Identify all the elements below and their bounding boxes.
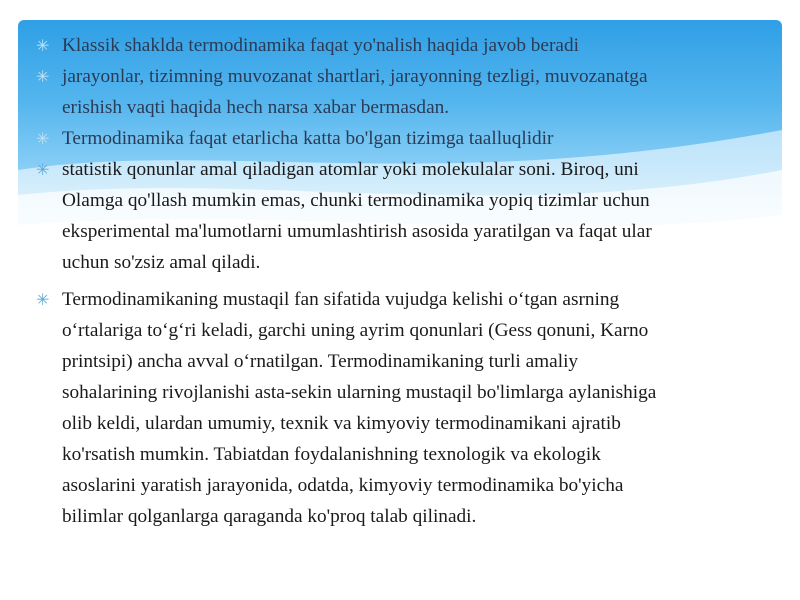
bullet-text-line: bilimlar qolganlarga qaraganda ko'proq talab qilinadi. — [62, 506, 477, 527]
bullet-text-line: Klassik shaklda termodinamika faqat yo'nalish haqida javob beradi — [62, 35, 579, 56]
bullet-item-1 — [36, 30, 756, 61]
bullet-item-3 — [36, 123, 756, 154]
bullet-text-line: ko'rsatish mumkin. Tabiatdan foydalanishning texnologik va ekologik — [62, 444, 601, 465]
bullet-text-line: jarayonlar, tizimning muvozanat shartlari, jarayonning tezligi, muvozanatga — [62, 66, 648, 87]
bullet-star-icon: ✳ — [36, 36, 50, 55]
bullet-text-line: erishish vaqti haqida hech narsa xabar bermasdan. — [62, 97, 450, 118]
bullet-text-line: uchun so'zsiz amal qiladi. — [62, 252, 261, 273]
slide-body — [36, 30, 756, 532]
bullet-text-line: statistik qonunlar amal qiladigan atomlar yoki molekulalar soni. Biroq, uni — [62, 159, 639, 180]
bullet-star-icon: ✳ — [36, 129, 50, 148]
bullet-item-5 — [36, 284, 756, 532]
bullet-text-line: olib keldi, ulardan umumiy, texnik va kimyoviy termodinamikani ajratib — [62, 413, 621, 434]
bullet-text-line: Olamga qo'llash mumkin emas, chunki termodinamika yopiq tizimlar uchun — [62, 190, 650, 211]
bullet-star-icon: ✳ — [36, 290, 50, 309]
bullet-text-line: asoslarini yaratish jarayonida, odatda, kimyoviy termodinamika bo'yicha — [62, 475, 624, 496]
bullet-text-line: eksperimental ma'lumotlarni umumlashtirish asosida yaratilgan va faqat ular — [62, 221, 652, 242]
bullet-text-line: Termodinamikaning mustaqil fan sifatida vujudga kelishi o‘tgan asrning — [62, 289, 620, 310]
bullet-text-line: printsipi) ancha avval o‘rnatilgan. Termodinamikaning turli amaliy — [62, 351, 579, 372]
bullet-item-2 — [36, 61, 756, 123]
bullet-text-line: sohalarining rivojlanishi asta-sekin ularning mustaqil bo'limlarga aylanishiga — [62, 382, 657, 403]
bullet-star-icon: ✳ — [36, 67, 50, 86]
bullet-text-line: Termodinamika faqat etarlicha katta bo'lgan tizimga taalluqlidir — [62, 128, 554, 149]
bullet-star-icon: ✳ — [36, 160, 50, 179]
bullet-item-4 — [36, 154, 756, 278]
bullet-text-line: o‘rtalariga to‘g‘ri keladi, garchi uning ayrim qonunlari (Gess qonuni, Karno — [62, 320, 649, 341]
